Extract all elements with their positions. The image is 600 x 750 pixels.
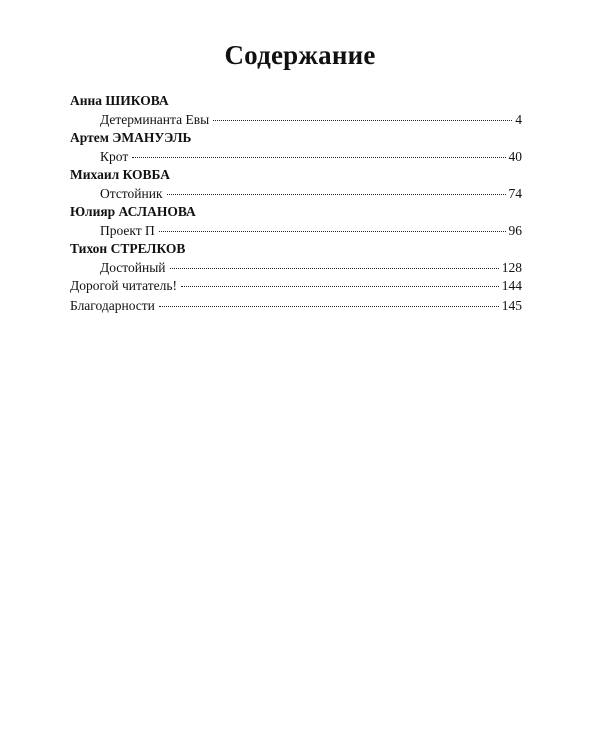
toc-entry-letter[interactable] (70, 276, 522, 296)
toc-page-number: 144 (501, 278, 522, 293)
dot-leader (159, 306, 499, 307)
toc-entry-title: Проект П (100, 223, 155, 238)
page-title: Содержание (224, 40, 376, 70)
dot-leader (132, 157, 505, 158)
toc-page-number: 128 (501, 260, 522, 275)
toc-author-3: Михаил КОВБА (70, 167, 171, 182)
toc-page-number: 40 (508, 149, 522, 164)
toc-entry-title: Дорогой читатель! (70, 278, 178, 293)
toc-entry-2[interactable] (70, 148, 522, 165)
toc-entry-title: Достойный (100, 260, 166, 275)
toc-page-number: 145 (501, 298, 522, 313)
toc-author-1: Анна ШИКОВА (70, 93, 169, 108)
toc-entry-3[interactable] (70, 185, 522, 202)
dot-leader (159, 231, 506, 232)
toc-page-number: 96 (508, 223, 522, 238)
toc-author-4: Юлияр АСЛАНОВА (70, 204, 196, 219)
toc-entry-title: Детерминанта Евы (100, 112, 210, 127)
toc-entry-acknowledgements[interactable] (70, 296, 522, 316)
dot-leader (167, 194, 506, 195)
dot-leader (181, 286, 499, 287)
toc-entry-title: Благодарности (70, 298, 155, 313)
toc-entry-4[interactable] (70, 222, 522, 239)
toc-entry-5[interactable] (70, 259, 522, 276)
toc-entry-1[interactable] (70, 111, 522, 128)
table-of-contents (70, 91, 522, 316)
toc-page-number: 74 (508, 186, 522, 201)
toc-entry-title: Крот (100, 149, 129, 164)
toc-author-5: Тихон СТРЕЛКОВ (70, 241, 186, 256)
toc-page-number: 4 (515, 112, 522, 127)
dot-leader (170, 268, 499, 269)
dot-leader (213, 120, 512, 121)
toc-entry-title: Отстойник (100, 186, 163, 201)
toc-author-2: Артем ЭМАНУЭЛЬ (70, 130, 192, 145)
